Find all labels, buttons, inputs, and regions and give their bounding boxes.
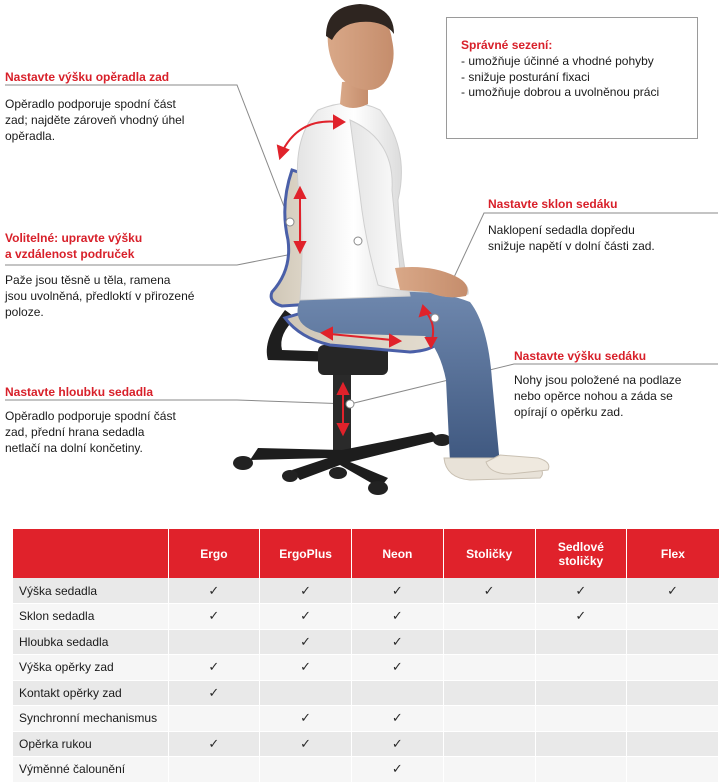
empty-cell [627, 731, 719, 757]
empty-cell [627, 655, 719, 681]
empty-cell [535, 731, 627, 757]
empty-cell [627, 629, 719, 655]
check-icon: ✓ [352, 629, 444, 655]
callout-seat-tilt [488, 196, 655, 254]
callout-title: Nastavte výšku opěradla zad [5, 70, 170, 84]
empty-cell [535, 655, 627, 681]
header-flex: Flex [627, 529, 719, 578]
empty-cell [168, 706, 260, 732]
empty-cell [260, 680, 352, 706]
empty-cell [535, 757, 627, 783]
row-label: Synchronní mechanismus [13, 706, 168, 732]
check-icon: ✓ [260, 706, 352, 732]
callout-text: Naklopení sedadla dopředu snižuje napětí v dolní části zad. [488, 223, 655, 253]
empty-cell [627, 680, 719, 706]
check-icon: ✓ [260, 604, 352, 630]
check-icon: ✓ [535, 578, 627, 604]
table-row [13, 706, 719, 732]
callout-title: Nastavte výšku sedáku [514, 349, 647, 363]
check-icon: ✓ [443, 578, 535, 604]
check-icon: ✓ [260, 629, 352, 655]
check-icon: ✓ [168, 578, 260, 604]
table-row [13, 604, 719, 630]
check-icon: ✓ [168, 604, 260, 630]
table-row [13, 629, 719, 655]
callout-seat-height [514, 348, 681, 420]
empty-cell [535, 629, 627, 655]
callout-title: Volitelné: upravte výšku a vzdálenost područek [5, 231, 143, 261]
empty-cell [443, 680, 535, 706]
empty-cell [352, 680, 444, 706]
callout-title: Nastavte sklon sedáku [488, 197, 618, 211]
table-row [13, 757, 719, 783]
row-label: Sklon sedadla [13, 604, 168, 630]
table-body [13, 578, 719, 782]
row-label: Opěrka rukou [13, 731, 168, 757]
table-row [13, 655, 719, 681]
empty-cell [627, 604, 719, 630]
header-neon: Neon [352, 529, 444, 578]
callout-text: Nohy jsou položené na podlaze nebo opěrce nohou a záda se opírají o opěrku zad. [514, 373, 682, 419]
check-icon: ✓ [627, 578, 719, 604]
info-box-list [461, 54, 683, 101]
empty-cell [443, 604, 535, 630]
row-label: Výška sedadla [13, 578, 168, 604]
row-label: Výška opěrky zad [13, 655, 168, 681]
empty-cell [443, 757, 535, 783]
check-icon: ✓ [260, 655, 352, 681]
empty-cell [168, 629, 260, 655]
check-icon: ✓ [352, 757, 444, 783]
header-ergoplus: ErgoPlus [260, 529, 352, 578]
row-label: Hloubka sedadla [13, 629, 168, 655]
correct-sitting-box [446, 17, 698, 139]
check-icon: ✓ [168, 655, 260, 681]
empty-cell [443, 655, 535, 681]
callout-seat-depth [5, 384, 176, 456]
empty-cell [443, 731, 535, 757]
row-label: Kontakt opěrky zad [13, 680, 168, 706]
callout-text: Opěradlo podporuje spodní část zad; najděte zároveň vhodný úhel opěradla. [5, 97, 185, 143]
check-icon: ✓ [352, 706, 444, 732]
callout-text: Paže jsou těsně u těla, ramena jsou uvolněná, předloktí v přirozené poloze. [5, 273, 195, 319]
table-row [13, 578, 719, 604]
callout-armrest [5, 230, 194, 320]
header-corner [13, 529, 168, 578]
table-row [13, 680, 719, 706]
check-icon: ✓ [352, 731, 444, 757]
empty-cell [443, 706, 535, 732]
callout-title: Nastavte hloubku sedadla [5, 385, 154, 399]
empty-cell [627, 706, 719, 732]
check-icon: ✓ [168, 731, 260, 757]
feature-comparison-table [13, 529, 719, 783]
check-icon: ✓ [352, 578, 444, 604]
check-icon: ✓ [168, 680, 260, 706]
callout-text: Opěradlo podporuje spodní část zad, přední hrana sedadla netlačí na dolní končetiny. [5, 409, 176, 455]
info-box-title: Správné sezení: [461, 38, 553, 52]
table-header-row [13, 529, 719, 578]
header-sedlove-stolicky: Sedlové stoličky [535, 529, 627, 578]
callout-backrest-height [5, 69, 184, 144]
check-icon: ✓ [352, 655, 444, 681]
check-icon: ✓ [260, 731, 352, 757]
empty-cell [535, 706, 627, 732]
table-row [13, 731, 719, 757]
header-ergo: Ergo [168, 529, 260, 578]
check-icon: ✓ [260, 578, 352, 604]
empty-cell [535, 680, 627, 706]
check-icon: ✓ [535, 604, 627, 630]
row-label: Výměnné čalounění [13, 757, 168, 783]
empty-cell [443, 629, 535, 655]
empty-cell [260, 757, 352, 783]
header-stolicky: Stoličky [443, 529, 535, 578]
list-item: - umožňuje dobrou a uvolněnou práci [461, 85, 683, 101]
empty-cell [627, 757, 719, 783]
check-icon: ✓ [352, 604, 444, 630]
list-item: - umožňuje účinné a vhodné pohyby [461, 54, 683, 70]
list-item: - snižuje posturání fixaci [461, 70, 683, 86]
empty-cell [168, 757, 260, 783]
